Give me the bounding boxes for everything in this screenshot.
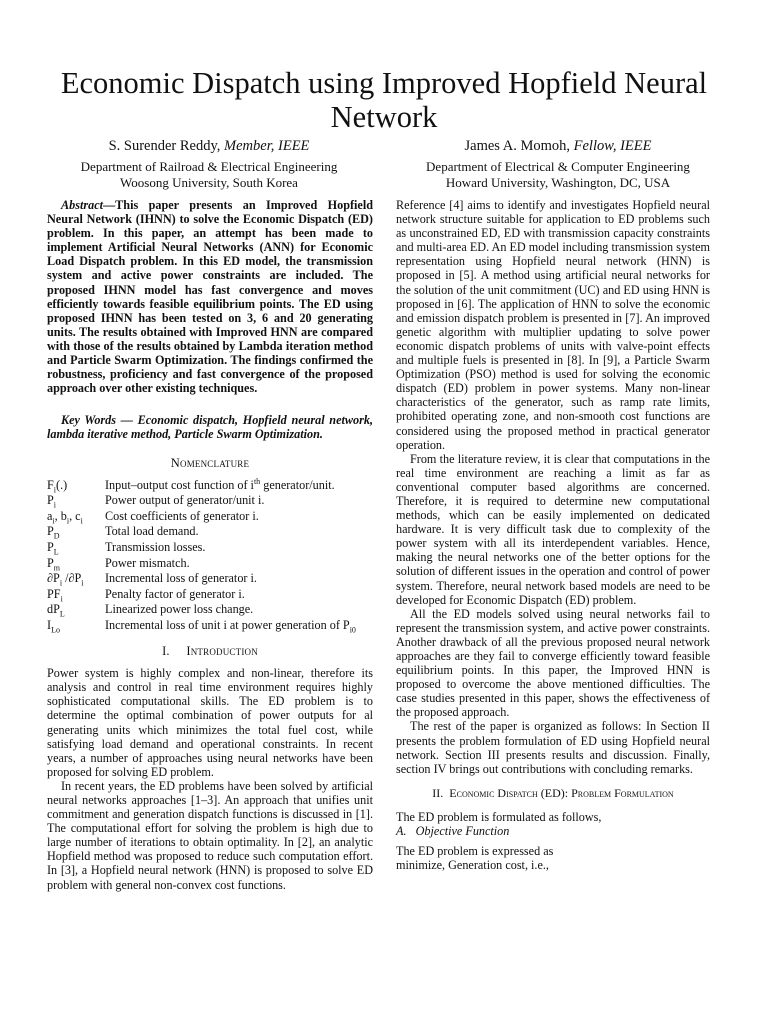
section2-intro: The ED problem is formulated as follows, bbox=[396, 809, 602, 824]
section-heading-introduction: I. Introduction bbox=[162, 644, 258, 659]
objective-text-1: The ED problem is expressed as bbox=[396, 844, 554, 859]
nomenclature-symbol: $P_L$ bbox=[47, 539, 59, 557]
nomenclature-symbol: $P_m$ bbox=[47, 555, 61, 572]
author-dept-2: Department of Electrical & Computer Engineering bbox=[426, 159, 690, 174]
nomenclature-list bbox=[47, 476, 373, 635]
nomenclature-definition: Power output of generator/unit i. bbox=[105, 493, 265, 508]
nomenclature-definition: Total load demand. bbox=[105, 524, 199, 539]
section-heading-problem-formulation: II. Economic Dispatch (ED): Problem Formulation bbox=[432, 785, 674, 800]
paper-title: Economic Dispatch using Improved Hopfield Neural Network bbox=[60, 66, 708, 134]
nomenclature-definition: Incremental loss of unit i at power generation of $P_{i0}$ bbox=[105, 617, 356, 635]
nomenclature-definition: Transmission losses. bbox=[105, 539, 206, 554]
nomenclature-definition: Cost coefficients of generator i. bbox=[105, 508, 259, 523]
nomenclature-symbol: $F_i(.)$ bbox=[47, 477, 68, 495]
author-block-2 bbox=[387, 138, 729, 190]
intro-paragraph-1: Power system is highly complex and non-linear, therefore its analysis and control in real time environment requires highly sophisticated computational skills. The ED problem is to determine the optimal combination of power outputs for al generating units which minimizes the total fuel cost, while satisfying load demand and operational constraints. In recent years, a number of approaches using neural networks have been proposed for solving ED problem. bbox=[47, 666, 373, 779]
author-block-1 bbox=[40, 138, 378, 190]
nomenclature-definition: Power mismatch. bbox=[105, 555, 190, 570]
right-paragraph-1: Reference [4] aims to identify and investigates Hopfield neural network structure suitable for application to ED problems such as unconstrained ED, ED with transmission capacity constraints and multi-area ED. An ED model including transmission system representation using Hopfield neural network (HNN) is proposed in [5]. A method using artificial neural networks for the solution of the unit commitment (UC) and ED using HNN is proposed in [6]. The application of HNN to solve the economic and emission dispatch problem is presented in [7]. An improved genetic algorithm with multiplier updating to solve power economic dispatch problems of units with valve-point effects and multiple fuels is presented in [8]. In [9], a Particle Swarm Optimization (PSO) method is used for solving the economic dispatch (ED) problem in power systems. Many non-linear characteristics of the generator, such as ramp rate limits, prohibited operating zone, and non-smooth cost functions are considered using the proposed method in practical generator operation. bbox=[396, 198, 710, 452]
nomenclature-symbol: $PF_i$ bbox=[47, 586, 63, 604]
author-institution-1: Woosong University, South Korea bbox=[120, 174, 298, 190]
abstract: Abstract—This paper presents an Improved Hopfield Neural Network (IHNN) to solve the Economic Dispatch (ED) problem. In this paper, an attempt has been made to implement Artificial Neural Networks (ANN) for Economic Load Dispatch problem. In this ED model, the transmission system and active power constraints are included. The proposed IHNN model has fast convergence and moves efficiently towards feasible equilibrium points. The ED using proposed IHNN has been tested on 3, 6 and 20 generating units. The results obtained with Improved HNN are compared with those of the results obtained by Lambda iteration method and Particle Swarm Optimization. The findings confirmed the robustness, proficiency and fast convergence of the proposed approach over other existing techniques. bbox=[47, 198, 373, 396]
nomenclature-definition: Penalty factor of generator i. bbox=[105, 586, 245, 601]
nomenclature-symbol: $P_i$ bbox=[47, 493, 57, 510]
intro-paragraph-2: In recent years, the ED problems have been solved by artificial neural networks approaches [1–3]. An approach that unifies unit commitment and generation dispatch functions is discussed in [1]. The computational effort for solving the problem is high due to large number of iterations to obtain optimality. In [2], an analytic Hopfield method was proposed to reduce such computation effort. In [3], a Hopfield neural network (HNN) is proposed to solve ED problem with general non-convex cost functions. bbox=[47, 778, 373, 892]
right-paragraph-4: The rest of the paper is organized as follows: In Section II presents the problem formulation of ED using Hopfield neural network. Section III presents results and discussion. Finally, section IV brings out contributions with concluding remarks. bbox=[396, 719, 710, 776]
nomenclature-definition: Incremental loss of generator i. bbox=[105, 571, 257, 586]
nomenclature-heading: Nomenclature bbox=[170, 455, 250, 470]
nomenclature-symbol: $\partial P_i$ $/\partial P_i$ bbox=[47, 571, 84, 588]
left-column bbox=[47, 198, 373, 892]
nomenclature-symbol: $dP_L$ bbox=[47, 602, 65, 619]
nomenclature-symbol: $a_i$, $b_i$, $c_i$ bbox=[47, 508, 83, 526]
nomenclature-definition: Input–output cost function of $i^{th}$ generator/unit. bbox=[105, 476, 335, 492]
nomenclature-symbol: $I_{Lo}$ bbox=[47, 617, 60, 635]
right-paragraph-2: From the literature review, it is clear that computations in the real time environment are reaching a limit as far as conventional computer based algorithms are concerned. Therefore, it is required to determine new computational methods, which can be easily implemented on dedicated hardware. It is very difficult task due to complexity of the power system with all its interdependent variables. Hence, making the neural networks one of the better options for the solution of different issues in the operation and control of power system. Therefore, neural network based models are need to be developed for Economic Dispatch (ED) problem. bbox=[396, 451, 710, 607]
keywords: Key Words — Economic dispatch, Hopfield neural network, lambda iterative method, Particle Swarm Optimization. bbox=[47, 413, 373, 442]
nomenclature-symbol: $P_D$ bbox=[47, 524, 60, 541]
author-dept-1: Department of Railroad & Electrical Engineering bbox=[80, 159, 338, 174]
author-name-1: S. Surender Reddy, Member, IEEE bbox=[108, 138, 310, 154]
right-paragraph-3: All the ED models solved using neural networks fail to represent the transmission system, and active power constraints. Another drawback of all the previous proposed neural network approaches are they fail to converge efficiently toward feasible equilibrium points. In this paper, the Improved HNN is proposed to overcome the above mentioned difficulties. The case studies presented in this paper, shows the effectiveness of the proposed approach. bbox=[396, 606, 710, 720]
right-column bbox=[396, 198, 710, 872]
author-institution-2: Howard University, Washington, DC, USA bbox=[445, 174, 671, 190]
subsection-objective-function: A. Objective Function bbox=[396, 824, 510, 839]
objective-text-2: minimize, Generation cost, i.e., bbox=[396, 858, 549, 873]
nomenclature-definition: Linearized power loss change. bbox=[105, 602, 254, 617]
author-name-2: James A. Momoh, Fellow, IEEE bbox=[464, 138, 652, 154]
